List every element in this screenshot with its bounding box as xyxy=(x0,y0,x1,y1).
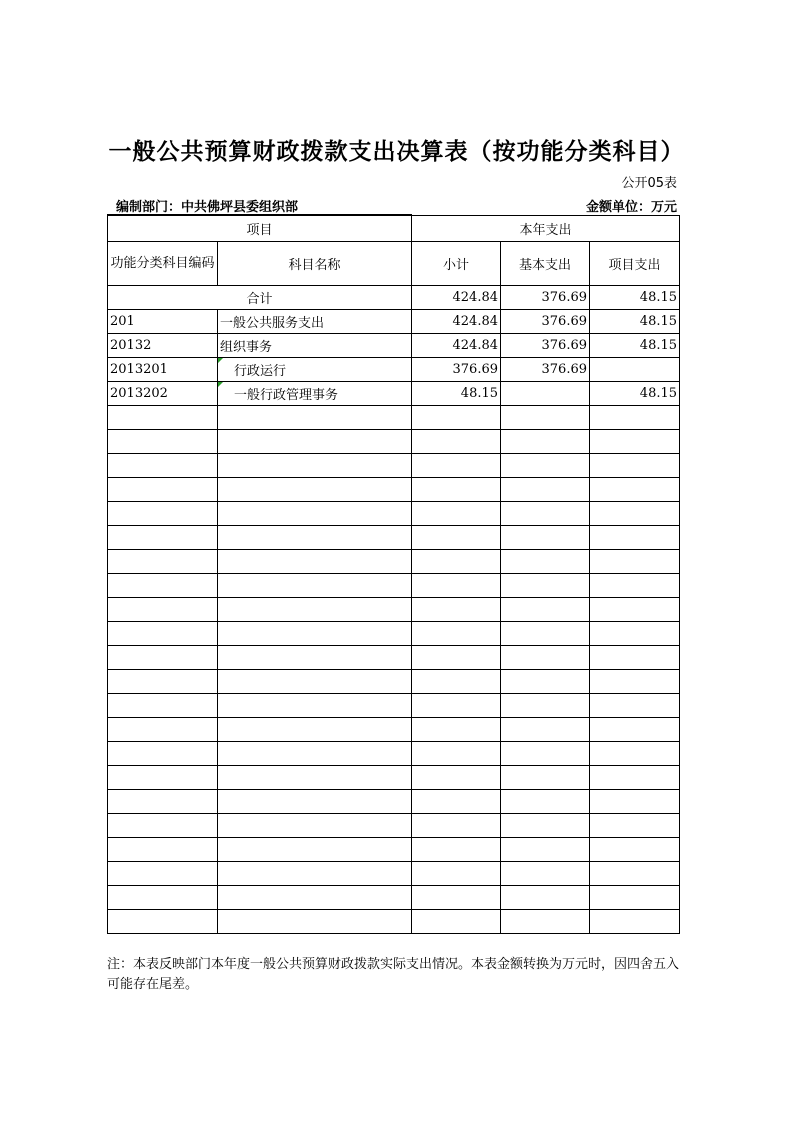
empty-cell xyxy=(501,598,590,622)
empty-cell xyxy=(412,838,501,862)
empty-cell xyxy=(590,478,680,502)
empty-row xyxy=(108,886,680,910)
empty-row xyxy=(108,790,680,814)
empty-cell xyxy=(590,886,680,910)
empty-cell xyxy=(108,886,218,910)
empty-cell xyxy=(108,478,218,502)
total-label: 合计 xyxy=(108,286,412,310)
empty-cell xyxy=(218,478,412,502)
empty-cell xyxy=(590,406,680,430)
empty-row xyxy=(108,622,680,646)
row-name xyxy=(218,358,412,382)
empty-cell xyxy=(412,766,501,790)
empty-cell xyxy=(501,406,590,430)
empty-row xyxy=(108,862,680,886)
empty-cell xyxy=(501,718,590,742)
empty-row xyxy=(108,694,680,718)
empty-cell xyxy=(501,694,590,718)
row-name-text: 一般行政管理事务 xyxy=(234,388,339,403)
cell-marker-icon xyxy=(218,358,223,363)
empty-cell xyxy=(590,838,680,862)
cell-marker-icon xyxy=(218,382,223,387)
empty-cell xyxy=(412,694,501,718)
table-row xyxy=(108,334,680,358)
empty-cell xyxy=(108,574,218,598)
empty-cell xyxy=(590,574,680,598)
empty-row xyxy=(108,430,680,454)
header-subtotal: 小计 xyxy=(412,242,501,286)
total-row xyxy=(108,286,680,310)
header-code: 功能分类科目编码 xyxy=(108,242,218,286)
empty-row xyxy=(108,718,680,742)
empty-cell xyxy=(412,502,501,526)
total-project: 48.15 xyxy=(590,286,680,310)
empty-cell xyxy=(218,814,412,838)
empty-cell xyxy=(108,430,218,454)
empty-cell xyxy=(412,430,501,454)
empty-cell xyxy=(218,454,412,478)
empty-row xyxy=(108,838,680,862)
empty-row xyxy=(108,574,680,598)
empty-cell xyxy=(412,814,501,838)
empty-row xyxy=(108,526,680,550)
empty-cell xyxy=(501,430,590,454)
empty-cell xyxy=(590,598,680,622)
empty-cell xyxy=(412,886,501,910)
row-basic: 376.69 xyxy=(501,310,590,334)
empty-cell xyxy=(218,526,412,550)
row-project: 48.15 xyxy=(590,310,680,334)
empty-cell xyxy=(218,790,412,814)
row-code: 2013201 xyxy=(108,358,218,382)
empty-cell xyxy=(218,622,412,646)
empty-row xyxy=(108,670,680,694)
empty-cell xyxy=(501,526,590,550)
table-row xyxy=(108,382,680,406)
empty-cell xyxy=(412,574,501,598)
empty-cell xyxy=(412,742,501,766)
empty-cell xyxy=(501,646,590,670)
empty-cell xyxy=(590,790,680,814)
empty-cell xyxy=(218,430,412,454)
empty-row xyxy=(108,766,680,790)
row-basic: 376.69 xyxy=(501,334,590,358)
empty-cell xyxy=(590,862,680,886)
empty-cell xyxy=(108,670,218,694)
empty-cell xyxy=(412,718,501,742)
empty-cell xyxy=(590,814,680,838)
empty-cell xyxy=(108,838,218,862)
header-row-1 xyxy=(108,215,680,242)
row-name: 组织事务 xyxy=(218,334,412,358)
header-basic: 基本支出 xyxy=(501,242,590,286)
empty-cell xyxy=(412,550,501,574)
empty-cell xyxy=(218,646,412,670)
empty-cell xyxy=(108,862,218,886)
empty-row xyxy=(108,598,680,622)
empty-cell xyxy=(590,694,680,718)
empty-cell xyxy=(501,790,590,814)
empty-cell xyxy=(590,766,680,790)
total-subtotal: 424.84 xyxy=(412,286,501,310)
header-row-2 xyxy=(108,242,680,286)
empty-cell xyxy=(218,550,412,574)
empty-row xyxy=(108,502,680,526)
row-basic: 376.69 xyxy=(501,358,590,382)
empty-cell xyxy=(108,454,218,478)
empty-cell xyxy=(218,574,412,598)
expenditure-table xyxy=(107,214,680,934)
empty-cell xyxy=(501,742,590,766)
empty-cell xyxy=(108,526,218,550)
row-name: 一般公共服务支出 xyxy=(218,310,412,334)
total-basic: 376.69 xyxy=(501,286,590,310)
empty-cell xyxy=(501,670,590,694)
row-code: 201 xyxy=(108,310,218,334)
empty-cell xyxy=(108,406,218,430)
empty-row xyxy=(108,478,680,502)
empty-cell xyxy=(218,838,412,862)
empty-cell xyxy=(501,886,590,910)
empty-cell xyxy=(590,502,680,526)
empty-cell xyxy=(218,502,412,526)
empty-cell xyxy=(590,910,680,934)
header-project-expense: 项目支出 xyxy=(590,242,680,286)
empty-cell xyxy=(501,766,590,790)
empty-cell xyxy=(501,550,590,574)
row-code: 2013202 xyxy=(108,382,218,406)
empty-cell xyxy=(501,838,590,862)
empty-cell xyxy=(218,598,412,622)
empty-cell xyxy=(218,766,412,790)
empty-cell xyxy=(412,454,501,478)
row-project: 48.15 xyxy=(590,382,680,406)
empty-cell xyxy=(590,718,680,742)
empty-cell xyxy=(108,718,218,742)
empty-cell xyxy=(108,622,218,646)
row-project: 48.15 xyxy=(590,334,680,358)
empty-cell xyxy=(501,910,590,934)
empty-cell xyxy=(218,718,412,742)
empty-cell xyxy=(590,430,680,454)
empty-cell xyxy=(501,814,590,838)
empty-cell xyxy=(590,742,680,766)
empty-cell xyxy=(501,502,590,526)
empty-row xyxy=(108,454,680,478)
empty-cell xyxy=(590,550,680,574)
empty-cell xyxy=(218,862,412,886)
empty-row xyxy=(108,742,680,766)
empty-cell xyxy=(501,454,590,478)
table-row xyxy=(108,358,680,382)
empty-cell xyxy=(218,742,412,766)
empty-row xyxy=(108,814,680,838)
row-name-text: 行政运行 xyxy=(234,364,287,379)
header-project: 项目 xyxy=(108,215,412,242)
empty-cell xyxy=(108,814,218,838)
empty-cell xyxy=(218,670,412,694)
footnote: 注：本表反映部门本年度一般公共预算财政拨款实际支出情况。本表金额转换为万元时，因四舍五入可能存在尾差。 xyxy=(107,957,680,992)
empty-cell xyxy=(412,478,501,502)
empty-cell xyxy=(412,646,501,670)
empty-cell xyxy=(412,910,501,934)
empty-row xyxy=(108,406,680,430)
empty-cell xyxy=(108,502,218,526)
row-project xyxy=(590,358,680,382)
empty-cell xyxy=(501,862,590,886)
empty-row xyxy=(108,910,680,934)
table-row xyxy=(108,310,680,334)
empty-cell xyxy=(590,454,680,478)
form-number: 公开05表 xyxy=(621,176,677,191)
header-name: 科目名称 xyxy=(218,242,412,286)
empty-cell xyxy=(590,526,680,550)
empty-cell xyxy=(590,646,680,670)
empty-cell xyxy=(412,598,501,622)
empty-cell xyxy=(108,790,218,814)
page-title: 一般公共预算财政拨款支出决算表（按功能分类科目） xyxy=(108,139,685,165)
empty-cell xyxy=(108,550,218,574)
empty-cell xyxy=(412,622,501,646)
empty-cell xyxy=(412,790,501,814)
empty-cell xyxy=(501,622,590,646)
row-basic xyxy=(501,382,590,406)
empty-cell xyxy=(218,406,412,430)
header-current-year: 本年支出 xyxy=(412,215,680,242)
empty-cell xyxy=(412,526,501,550)
empty-cell xyxy=(218,886,412,910)
row-code: 20132 xyxy=(108,334,218,358)
empty-cell xyxy=(218,910,412,934)
empty-cell xyxy=(412,406,501,430)
empty-cell xyxy=(218,694,412,718)
empty-row xyxy=(108,646,680,670)
empty-cell xyxy=(108,742,218,766)
department-label: 编制部门：中共佛坪县委组织部 xyxy=(116,200,299,215)
empty-cell xyxy=(590,622,680,646)
empty-cell xyxy=(501,574,590,598)
empty-cell xyxy=(108,646,218,670)
row-subtotal: 376.69 xyxy=(412,358,501,382)
empty-cell xyxy=(108,766,218,790)
empty-cell xyxy=(108,910,218,934)
empty-cell xyxy=(412,670,501,694)
empty-cell xyxy=(108,598,218,622)
empty-cell xyxy=(590,670,680,694)
empty-cell xyxy=(412,862,501,886)
unit-label: 金额单位：万元 xyxy=(585,200,677,215)
empty-cell xyxy=(501,478,590,502)
empty-row xyxy=(108,550,680,574)
row-subtotal: 48.15 xyxy=(412,382,501,406)
row-subtotal: 424.84 xyxy=(412,334,501,358)
row-subtotal: 424.84 xyxy=(412,310,501,334)
row-name xyxy=(218,382,412,406)
empty-cell xyxy=(108,694,218,718)
